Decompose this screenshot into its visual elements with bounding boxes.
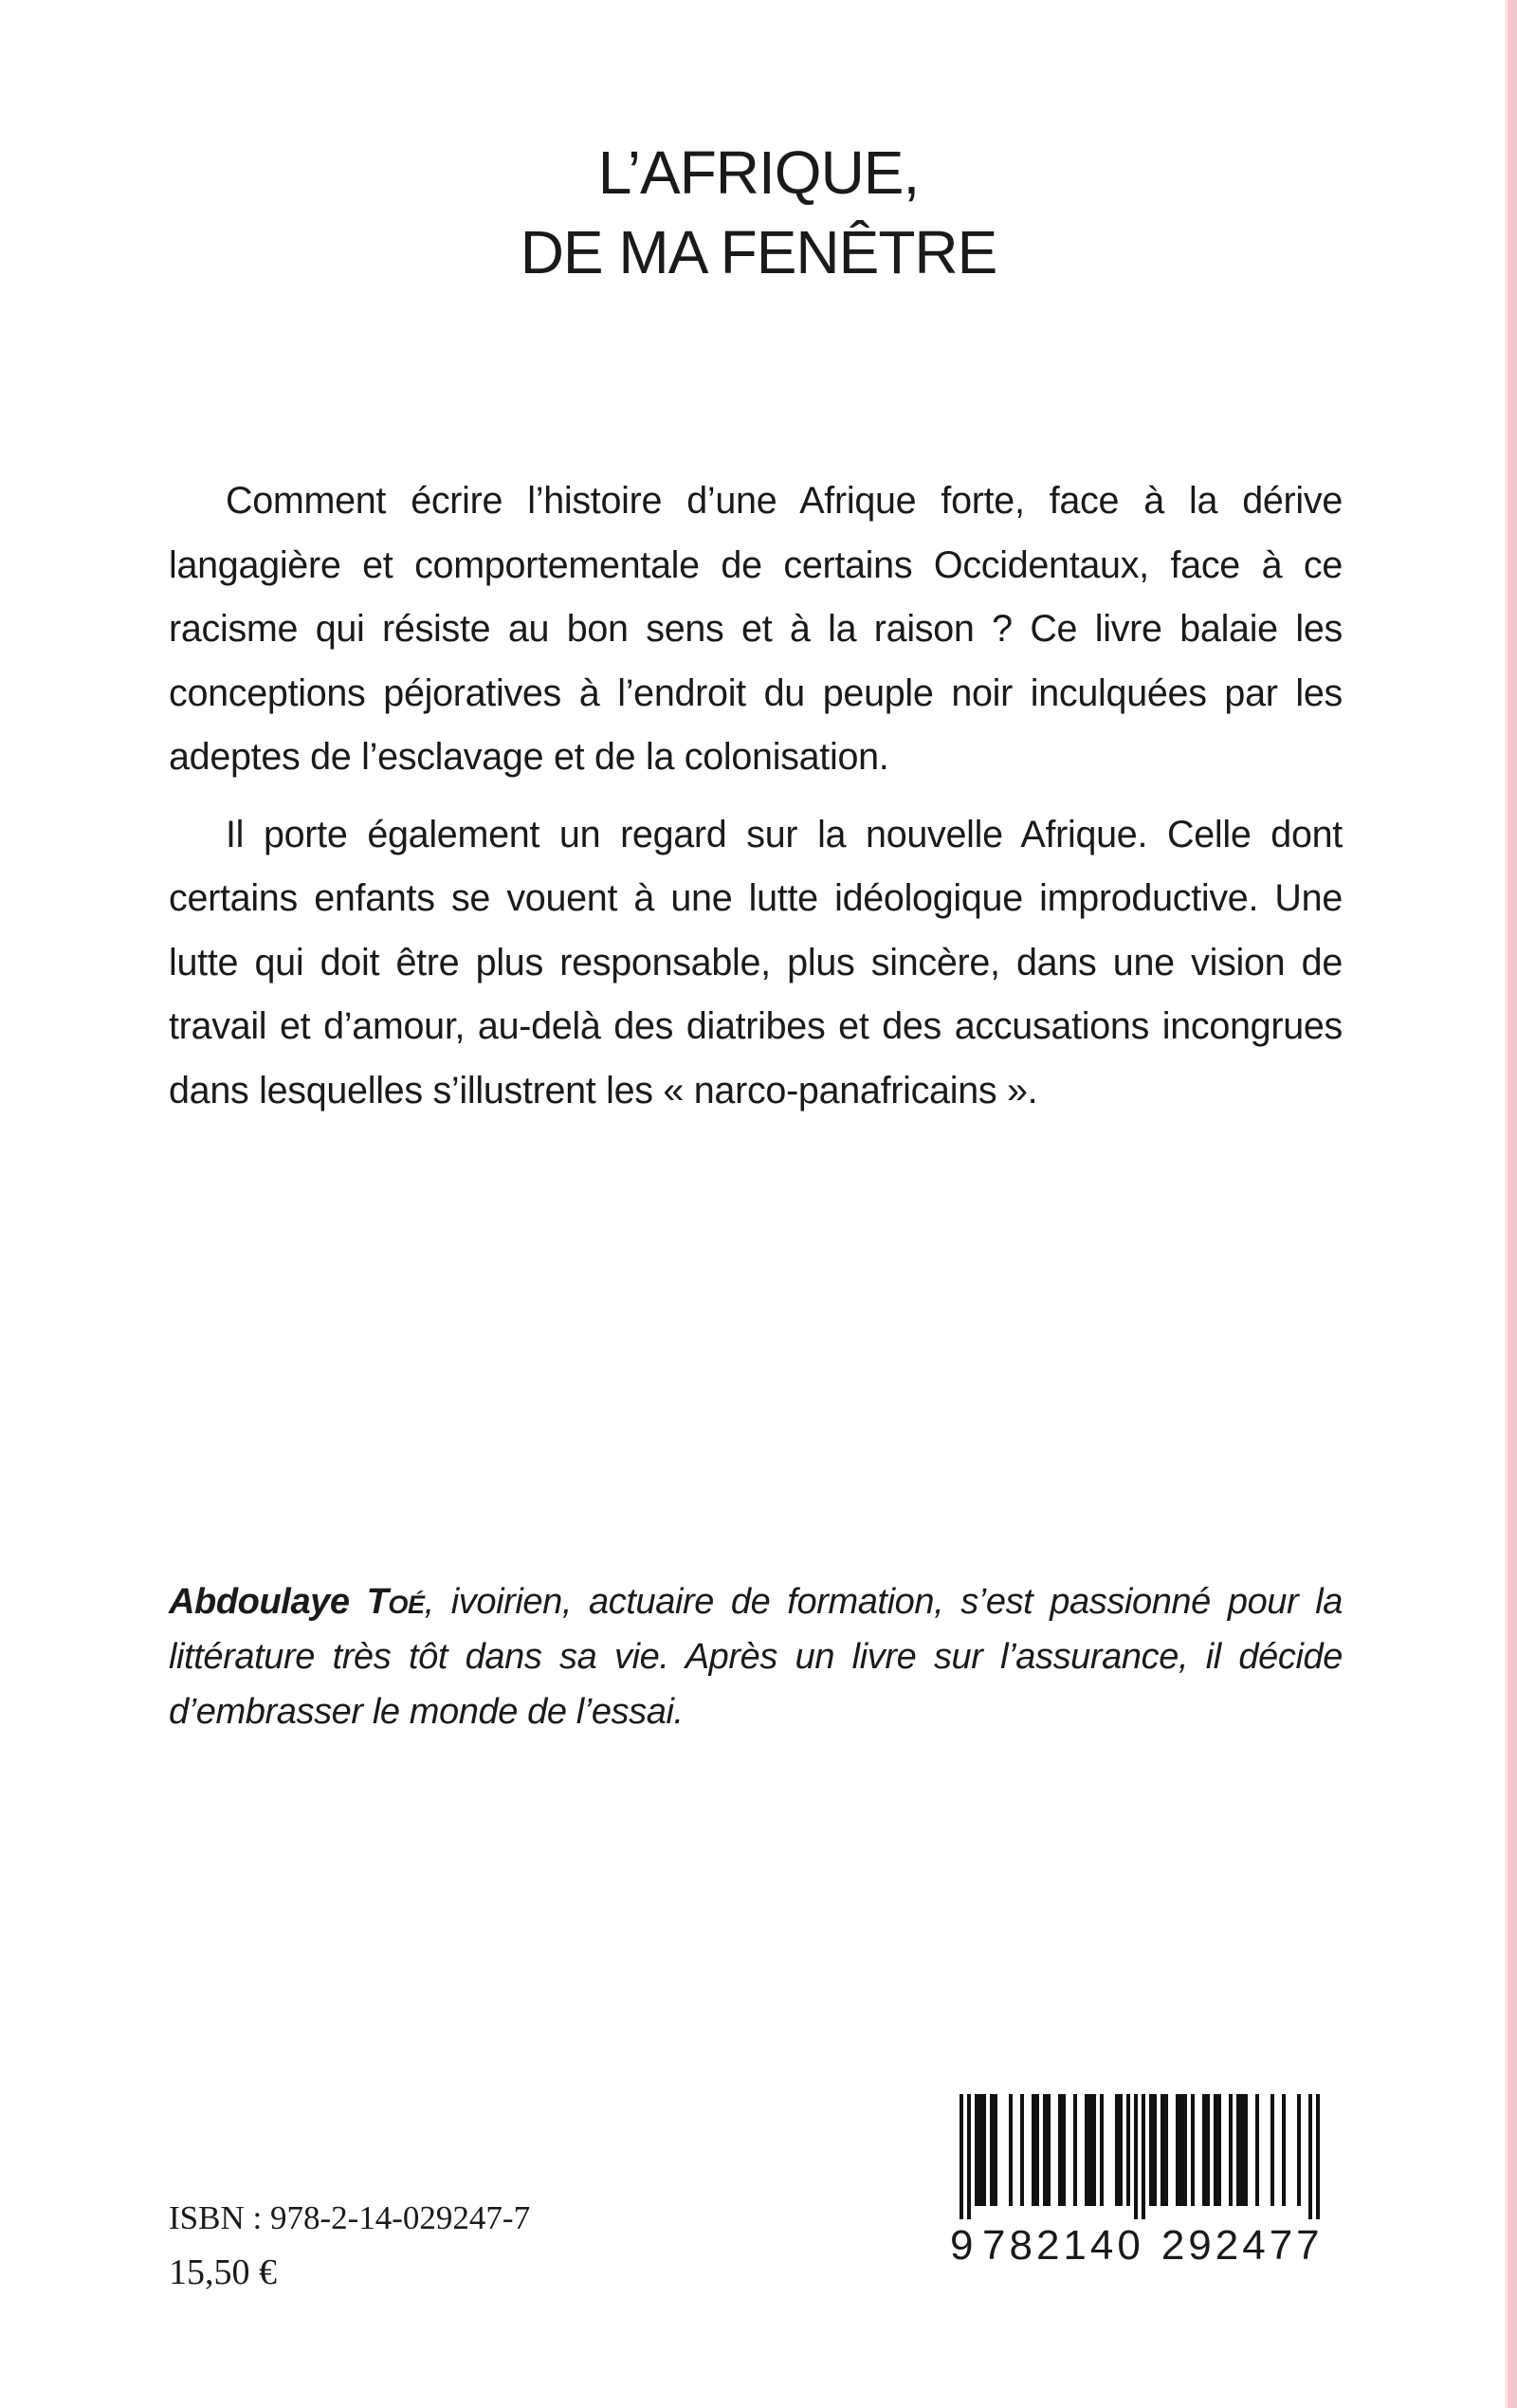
barcode-bar <box>967 2094 971 2219</box>
barcode-lead-digit: 9 <box>950 2222 974 2269</box>
barcode-bar <box>1035 2094 1039 2206</box>
price: 15,50 € <box>169 2252 277 2292</box>
barcode-bar <box>1119 2094 1123 2206</box>
author-first-name: Abdoulaye <box>169 1582 350 1622</box>
barcode-bar <box>1202 2094 1206 2206</box>
barcode-bar <box>1316 2094 1320 2219</box>
barcode-bar <box>1126 2094 1130 2206</box>
barcode-bar <box>1214 2094 1217 2206</box>
barcode-bar <box>1191 2094 1195 2206</box>
barcode-bar <box>1153 2094 1157 2206</box>
author-last-name: Toé <box>366 1582 425 1622</box>
barcode-bar <box>1183 2094 1187 2206</box>
barcode-bar <box>1092 2094 1096 2206</box>
barcode-bar <box>1047 2094 1051 2206</box>
barcode-bar <box>1032 2094 1035 2206</box>
barcode-bar <box>1100 2094 1104 2206</box>
barcode-bar <box>1217 2094 1221 2206</box>
barcode-bar <box>1043 2094 1047 2206</box>
synopsis-paragraph-1: Comment écrire l’histoire d’une Afrique forte, face à la dérive langagière et comportementale de certains Occidentaux, face à ce racisme qui résiste au bon sens et à la raison ? Ce livre balaie les conceptions péjoratives à l’endroit du peuple noir inculquées par les adeptes de l’esclavage et de la colonisation. <box>169 480 1343 778</box>
barcode-bar <box>960 2094 963 2219</box>
author-bio <box>169 1574 1343 1739</box>
barcode-bar <box>1206 2094 1210 2206</box>
barcode-digits <box>950 2217 1329 2274</box>
cover-edge-stripe <box>1508 0 1517 2408</box>
barcode-bar <box>1229 2094 1233 2206</box>
barcode-bar <box>982 2094 986 2206</box>
barcode-bar <box>1297 2094 1301 2206</box>
barcode-bar <box>1240 2094 1244 2206</box>
barcode-bar <box>1073 2094 1077 2206</box>
barcode-bar <box>1062 2094 1066 2206</box>
barcode-bar <box>1058 2094 1062 2206</box>
barcode <box>929 2083 1343 2318</box>
barcode-bar <box>1179 2094 1183 2206</box>
synopsis-paragraph-2: Il porte également un regard sur la nouvelle Afrique. Celle dont certains enfants se vouent à une lutte idéologique improductive. Une lutte qui doit être plus responsable, plus sincère, dans une vision de travail et d’amour, au-delà des diatribes et des accusations incongrues dans lesquelles s’illustrent les « narco-panafricains ». <box>169 813 1343 1112</box>
barcode-bar <box>1255 2094 1259 2206</box>
barcode-bar <box>978 2094 982 2206</box>
barcode-bar <box>994 2094 997 2206</box>
barcode-bars <box>950 2094 1329 2219</box>
barcode-bar <box>1244 2094 1248 2206</box>
barcode-bar <box>1115 2094 1119 2206</box>
barcode-bar <box>975 2094 978 2206</box>
barcode-bar <box>1149 2094 1153 2206</box>
barcode-bar <box>1282 2094 1286 2206</box>
synopsis <box>169 469 1343 1136</box>
barcode-bar <box>1308 2094 1312 2219</box>
barcode-bar <box>1161 2094 1164 2206</box>
barcode-group-1: 782140 <box>982 2222 1144 2269</box>
barcode-bar <box>1085 2094 1088 2206</box>
book-title-line-1: L’AFRIQUE, <box>597 138 920 207</box>
barcode-bar <box>1134 2094 1138 2219</box>
barcode-bar <box>1176 2094 1179 2206</box>
barcode-group-2: 292477 <box>1161 2222 1324 2269</box>
barcode-bar <box>1088 2094 1092 2206</box>
barcode-bar <box>1270 2094 1274 2206</box>
barcode-bar <box>1009 2094 1013 2206</box>
barcode-bar <box>1236 2094 1240 2206</box>
barcode-bar <box>1142 2094 1145 2219</box>
barcode-bar <box>1020 2094 1024 2206</box>
book-title-line-2: DE MA FENÊTRE <box>520 218 997 286</box>
book-title <box>0 133 1517 292</box>
barcode-bar <box>990 2094 994 2206</box>
barcode-bar <box>1164 2094 1168 2206</box>
author-bio-text: , ivoirien, actuaire de formation, s’est passionné pour la littérature très tôt dans sa vie. Après un livre sur l’assurance, il décide d’embrasser le monde de l’essai. <box>169 1582 1343 1732</box>
isbn: ISBN : 978-2-14-029247-7 <box>169 2199 531 2236</box>
